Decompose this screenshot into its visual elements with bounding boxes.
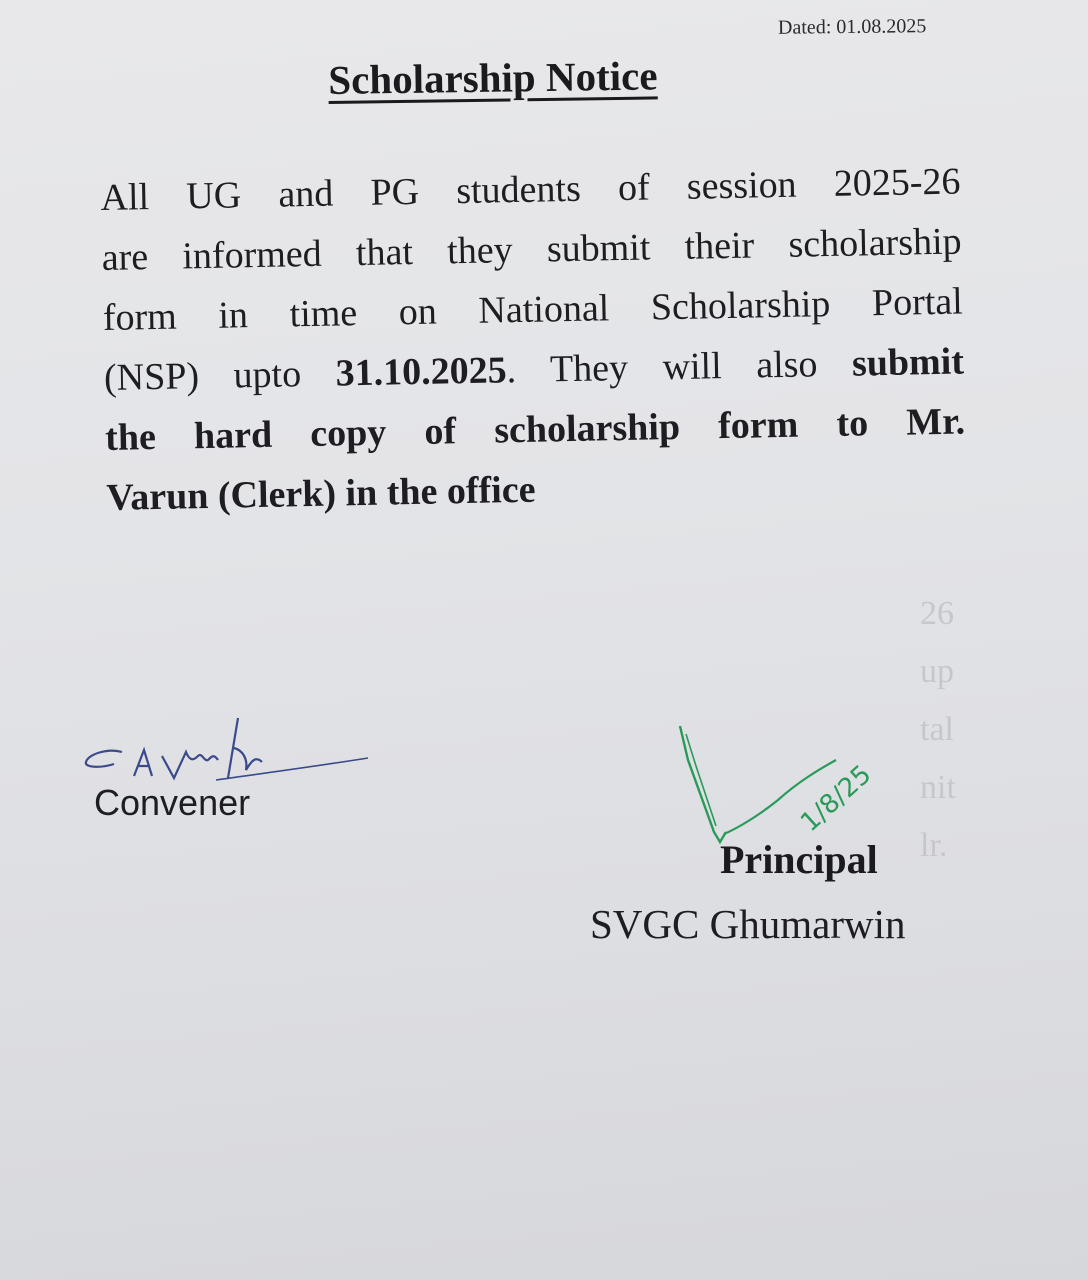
show-through-4: nit (920, 769, 956, 806)
deadline-date: 31.10.2025 (335, 349, 508, 395)
body-line-1: All UG and PG students of session 2025-26 (100, 160, 961, 219)
body-line-4-mid: . They will also (506, 342, 853, 392)
show-through-2: up (920, 653, 954, 690)
body-line-6: Varun (Clerk) in the office (105, 468, 536, 519)
notice-body (100, 151, 967, 527)
notice-date: Dated: 01.08.2025 (777, 15, 927, 39)
show-through-text (920, 585, 956, 875)
convener-label: Convener (94, 782, 251, 823)
body-line-3: form in time on National Scholarship Portal (102, 280, 964, 339)
show-through-5: lr. (920, 827, 948, 864)
body-line-5: the hard copy of scholarship form to Mr. (104, 400, 966, 459)
body-line-2: are informed that they submit their scholarship (101, 220, 962, 279)
notice-title: Scholarship Notice (328, 52, 658, 103)
principal-label: Principal (720, 837, 878, 882)
principal-date-mark: 1/8/25 (795, 759, 878, 838)
college-name: SVGC Ghumarwin (590, 901, 906, 947)
body-line-4-start: (NSP) upto (103, 352, 337, 399)
body-line-4-bold-end: submit (851, 340, 965, 385)
show-through-3: tal (920, 711, 954, 748)
show-through-1: 26 (920, 595, 954, 632)
